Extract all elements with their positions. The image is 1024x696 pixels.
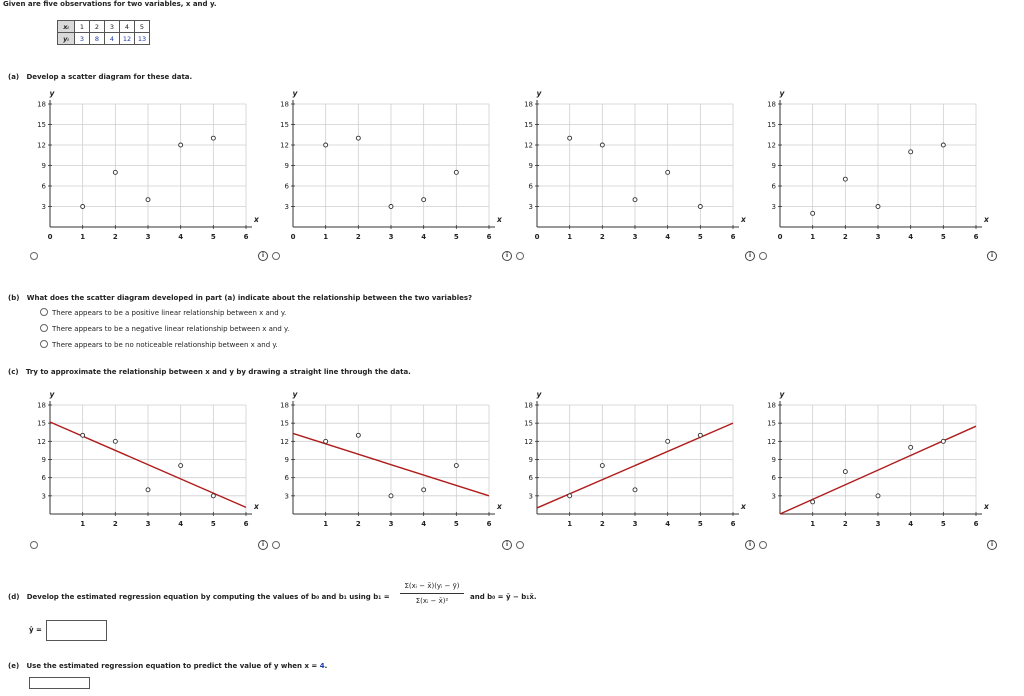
y-axis-label: y [536,390,542,399]
part-c-text: Try to approximate the relationship between x and y by drawing a straight line through the data. [25,368,411,376]
x-tick-label: 5 [697,233,703,241]
x-tick-label: 5 [453,520,459,528]
y-tick-label: 18 [280,401,289,410]
y-tick-label: 3 [528,203,533,211]
part-e-label: (e) [8,662,20,670]
part-e-x-value: 4 [319,662,325,670]
scatter-plot-a-2 [268,90,504,253]
info-icon[interactable]: i [745,540,755,550]
x-tick-label: 4 [178,520,184,528]
part-b-heading [8,294,472,302]
data-point [454,170,458,174]
y-tick-label: 9 [284,456,289,464]
y-tick-label: 9 [771,456,776,464]
data-point [600,143,604,147]
radio-button[interactable] [40,308,48,316]
origin-label: 0 [777,233,783,241]
x-tick-label: 2 [599,520,605,528]
info-icon[interactable]: i [987,540,997,550]
scatter-plot-c-2 [268,391,504,540]
table-cell: 5 [135,21,150,33]
data-point [941,439,945,443]
x-tick-label: 6 [730,233,736,241]
graph-option-radio[interactable] [30,541,38,549]
y-tick-label: 6 [528,474,533,483]
y-tick-label: 9 [771,162,776,170]
data-point [211,494,215,498]
part-d-label: (d) [8,593,20,601]
data-point [633,198,637,202]
y-tick-label: 9 [528,456,533,464]
x-tick-label: 1 [80,520,86,528]
origin-label: 0 [534,233,540,241]
table-cell: 8 [90,33,105,45]
b1-denominator: Σ(xᵢ − x̄)² [415,597,449,605]
part-e-text: Use the estimated regression equation to predict the value of y when x = [26,662,318,670]
info-icon[interactable]: i [987,251,997,261]
option-none[interactable] [40,340,278,349]
table-cell: 2 [90,21,105,33]
y-tick-label: 15 [524,121,533,129]
part-e-period: . [324,662,328,670]
x-tick-label: 1 [323,233,329,241]
x-tick-label: 2 [112,520,118,528]
x-axis-label: x [741,502,746,511]
data-point [568,494,572,498]
y-tick-label: 18 [37,401,46,410]
data-point [146,488,150,492]
graph-option-radio[interactable] [30,252,38,260]
scatter-plot-a-1 [25,90,261,253]
x-tick-label: 3 [145,233,151,241]
table-row-y [58,33,150,45]
scatter-plot-c-3 [512,391,748,540]
y-tick-label: 6 [771,474,776,483]
x-tick-label: 1 [810,520,816,528]
origin-label: 0 [47,233,53,241]
y-tick-label: 12 [524,437,533,446]
y-tick-label: 12 [524,141,533,150]
x-axis-label: x [741,215,746,224]
x-tick-label: 2 [355,520,361,528]
x-tick-label: 1 [323,520,329,528]
y-axis-label: y [779,89,785,98]
graph-option-radio[interactable] [272,541,280,549]
y-tick-label: 3 [528,492,533,501]
observations-table [57,20,150,45]
x-tick-label: 3 [632,233,638,241]
x-tick-label: 1 [80,233,86,241]
radio-button[interactable] [40,324,48,332]
x-tick-label: 4 [908,520,914,528]
data-point [356,136,360,140]
part-e-heading [8,662,327,670]
data-point [941,143,945,147]
scatter-plot-c-4 [755,391,991,540]
y-axis-label: y [292,390,298,399]
y-tick-label: 12 [280,141,289,150]
graph-option-radio[interactable] [759,252,767,260]
x-tick-label: 6 [243,233,249,241]
part-c-heading [8,368,411,376]
data-point [909,445,913,449]
info-icon[interactable]: i [258,251,268,261]
y-tick-label: 18 [280,100,289,109]
data-point [600,464,604,468]
y-tick-label: 3 [284,203,289,211]
table-row-x [58,21,150,33]
intro-text: Given are five observations for two variables, x and y. [3,0,217,8]
data-point [211,136,215,140]
x-tick-label: 5 [210,520,216,528]
table-cell: 13 [135,33,150,45]
yhat-input[interactable] [46,620,107,641]
x-tick-label: 1 [810,233,816,241]
yhat-label: ŷ = [29,626,42,634]
y-tick-label: 3 [284,492,289,501]
radio-button[interactable] [40,340,48,348]
data-point [698,433,702,437]
data-point [81,205,85,209]
scatter-plot-a-3 [512,90,748,253]
info-icon[interactable]: i [502,540,512,550]
data-point [81,433,85,437]
graph-option-radio[interactable] [759,541,767,549]
data-point [356,433,360,437]
y-axis-label: y [292,89,298,98]
data-point [179,143,183,147]
y-tick-label: 15 [767,419,776,428]
x-tick-label: 5 [210,233,216,241]
y-tick-label: 15 [280,419,289,428]
x-axis-label: x [254,215,259,224]
x-tick-label: 3 [145,520,151,528]
part-a-label: (a) [8,73,20,81]
y-axis-label: y [49,390,55,399]
x-axis-label: x [497,502,502,511]
x-tick-label: 4 [178,233,184,241]
y-tick-label: 9 [41,456,46,464]
y-tick-label: 12 [767,437,776,446]
x-tick-label: 6 [973,520,979,528]
x-tick-label: 6 [486,520,492,528]
x-tick-label: 4 [421,233,427,241]
table-cell: 3 [75,33,90,45]
x-tick-label: 3 [632,520,638,528]
data-point [843,177,847,181]
info-icon[interactable]: i [258,540,268,550]
graph-option-radio[interactable] [272,252,280,260]
data-point [113,439,117,443]
y-tick-label: 3 [41,492,46,501]
part-d-text: Develop the estimated regression equation by computing the values of b₀ and b₁ using b₁ = [26,593,390,601]
y-axis-label: y [779,390,785,399]
table-cell: 3 [105,21,120,33]
data-point [909,150,913,154]
y-tick-label: 12 [767,141,776,150]
y-tick-label: 6 [284,182,289,191]
data-point [179,464,183,468]
y-tick-label: 9 [284,162,289,170]
x-tick-label: 5 [697,520,703,528]
y-header: yᵢ [58,33,75,45]
data-point [876,205,880,209]
scatter-plot-c-1 [25,391,261,540]
data-point [422,198,426,202]
table-cell: 12 [120,33,135,45]
data-point [698,205,702,209]
x-tick-label: 5 [940,520,946,528]
y-tick-label: 12 [37,437,46,446]
x-axis-label: x [984,215,989,224]
y-tick-label: 15 [37,419,46,428]
x-tick-label: 3 [875,520,881,528]
data-point [389,494,393,498]
y-tick-label: 18 [767,100,776,109]
data-point [843,470,847,474]
data-point [422,488,426,492]
x-tick-label: 3 [388,233,394,241]
x-tick-label: 5 [453,233,459,241]
part-d-heading [8,593,390,601]
x-tick-label: 1 [567,520,573,528]
data-point [811,500,815,504]
data-point [811,211,815,215]
option-negative[interactable] [40,324,289,333]
x-axis-label: x [984,502,989,511]
x-header: xᵢ [58,21,75,33]
y-tick-label: 18 [767,401,776,410]
x-tick-label: 6 [243,520,249,528]
data-point [389,205,393,209]
x-tick-label: 2 [355,233,361,241]
y-tick-label: 18 [37,100,46,109]
graph-option-radio[interactable] [516,541,524,549]
data-point [568,136,572,140]
part-c-label: (c) [8,368,19,376]
table-cell: 4 [105,33,120,45]
part-a-text: Develop a scatter diagram for these data. [26,73,193,81]
x-tick-label: 2 [599,233,605,241]
y-tick-label: 15 [37,121,46,129]
data-point [146,198,150,202]
x-tick-label: 3 [875,233,881,241]
origin-label: 0 [290,233,296,241]
y-tick-label: 6 [41,474,46,483]
x-tick-label: 6 [973,233,979,241]
y-axis-label: y [49,89,55,98]
x-tick-label: 2 [112,233,118,241]
x-tick-label: 6 [486,233,492,241]
b0-formula: and b₀ = ȳ − b₁x̄. [470,593,537,601]
y-tick-label: 6 [284,474,289,483]
y-tick-label: 12 [37,141,46,150]
x-tick-label: 2 [842,520,848,528]
scatter-plot-a-4 [755,90,991,253]
data-point [454,464,458,468]
y-axis-label: y [536,89,542,98]
x-tick-label: 4 [421,520,427,528]
y-tick-label: 6 [528,182,533,191]
info-icon[interactable]: i [502,251,512,261]
y-tick-label: 3 [771,203,776,211]
option-label: There appears to be a positive linear relationship between x and y. [52,309,287,317]
x-tick-label: 4 [908,233,914,241]
data-point [324,439,328,443]
y-tick-label: 6 [41,182,46,191]
fraction-bar [400,593,464,594]
option-label: There appears to be a negative linear relationship between x and y. [52,325,290,333]
y-tick-label: 15 [524,419,533,428]
data-point [324,143,328,147]
part-b-text: What does the scatter diagram developed in part (a) indicate about the relationship between the two variables? [26,294,473,302]
y-tick-label: 18 [524,100,533,109]
part-b-label: (b) [8,294,20,302]
x-tick-label: 4 [665,520,671,528]
y-tick-label: 9 [41,162,46,170]
data-point [633,488,637,492]
prediction-input[interactable] [29,677,90,689]
x-axis-label: x [254,502,259,511]
x-tick-label: 1 [567,233,573,241]
x-tick-label: 2 [842,233,848,241]
y-tick-label: 12 [280,437,289,446]
x-axis-label: x [497,215,502,224]
graph-option-radio[interactable] [516,252,524,260]
y-tick-label: 6 [771,182,776,191]
y-tick-label: 15 [280,121,289,129]
part-a-heading [8,73,192,81]
y-tick-label: 3 [41,203,46,211]
y-tick-label: 3 [771,492,776,501]
b1-numerator: Σ(xᵢ − x̄)(yᵢ − ȳ) [404,582,460,590]
data-point [666,170,670,174]
y-tick-label: 15 [767,121,776,129]
table-cell: 4 [120,21,135,33]
data-point [113,170,117,174]
y-tick-label: 18 [524,401,533,410]
y-tick-label: 9 [528,162,533,170]
table-cell: 1 [75,21,90,33]
option-label: There appears to be no noticeable relationship between x and y. [52,341,278,349]
data-point [876,494,880,498]
x-tick-label: 4 [665,233,671,241]
x-tick-label: 5 [940,233,946,241]
x-tick-label: 6 [730,520,736,528]
data-point [666,439,670,443]
option-positive[interactable] [40,308,286,317]
info-icon[interactable]: i [745,251,755,261]
x-tick-label: 3 [388,520,394,528]
